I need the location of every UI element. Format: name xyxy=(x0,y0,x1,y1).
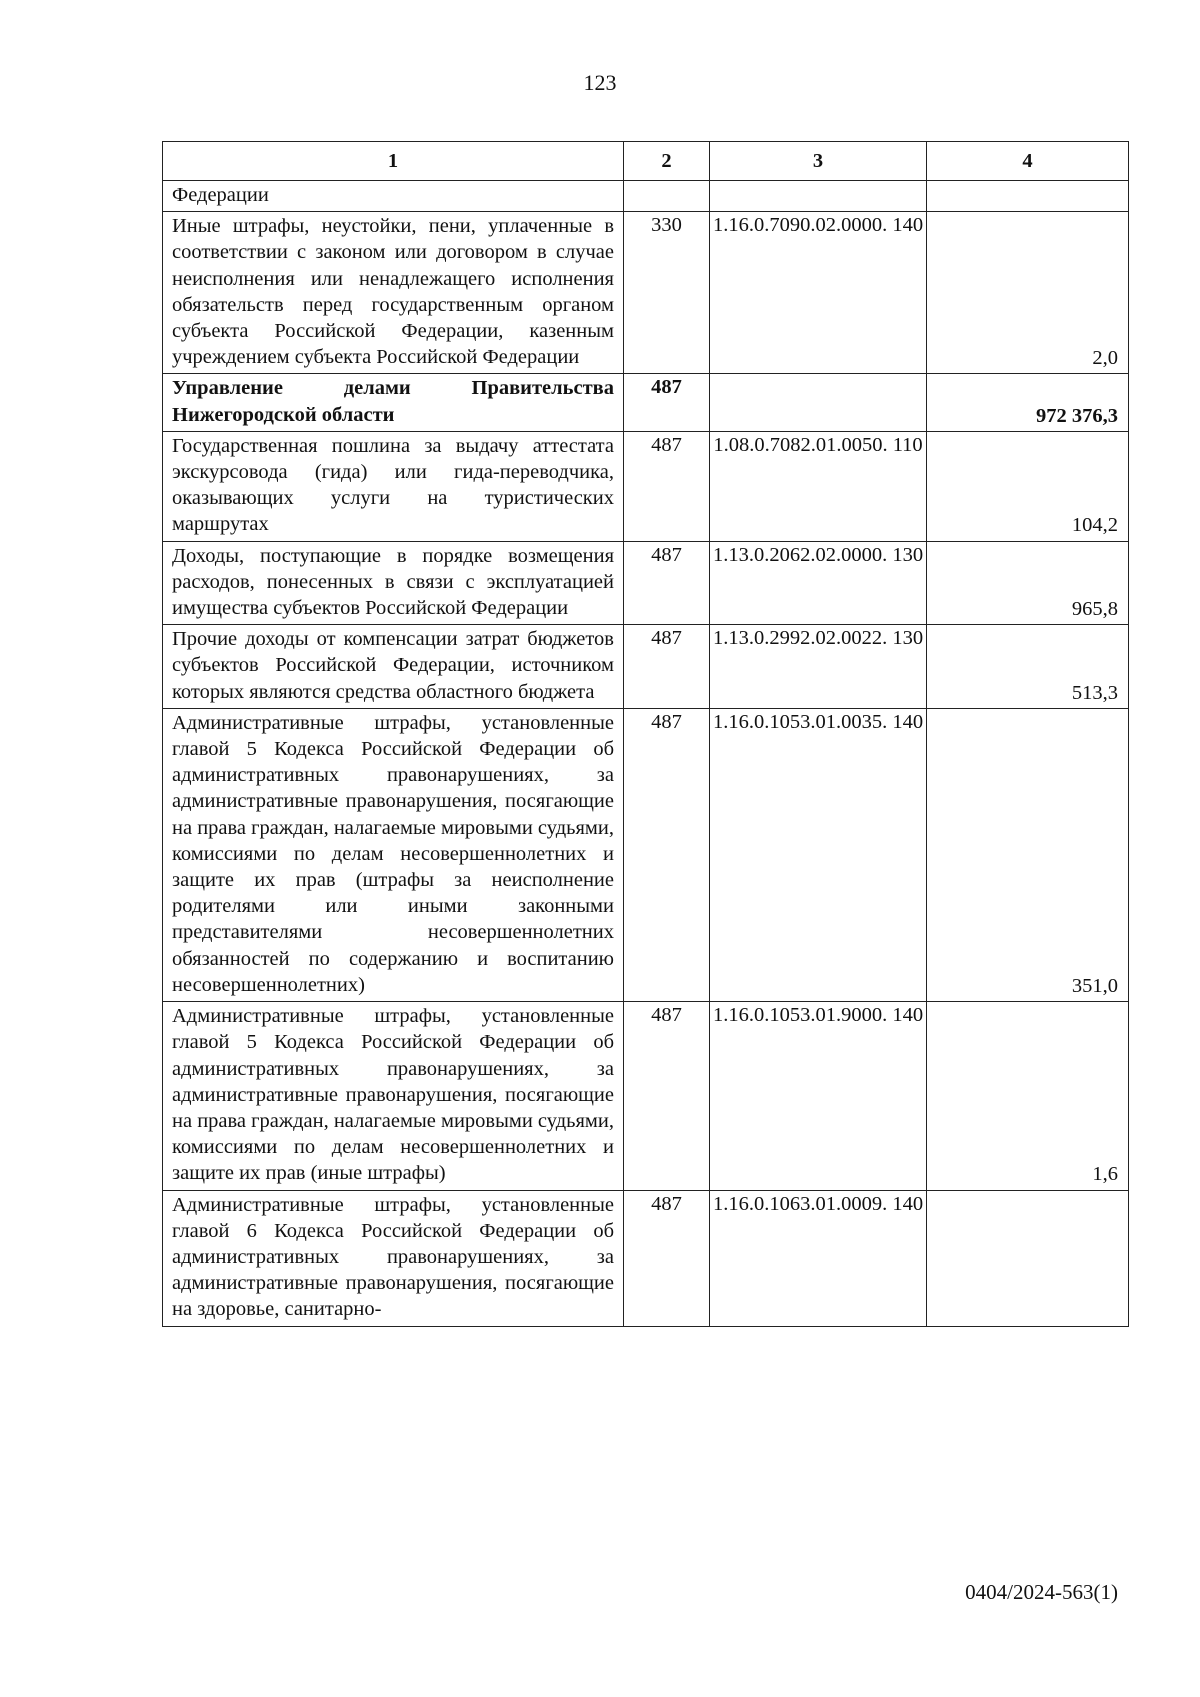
row-amount-cell xyxy=(927,374,1129,431)
row-description: Административные штрафы, установленные главой 5 Кодекса Российской Федерации об административных правонарушениях, за административные правонарушения, посягающие на права граждан, налагаемые мировыми судьями, комиссиями по делам несовершеннолетних и защите их прав (иные штрафы) xyxy=(172,1005,615,1185)
row-description: Прочие доходы от компенсации затрат бюджетов субъектов Российской Федерации, источником которых являются средства областного бюджета xyxy=(172,628,614,703)
row-description: Государственная пошлина за выдачу аттестата экскурсовода (гида) или гида-переводчика, оказывающих услуги на туристических маршрутах xyxy=(172,434,614,536)
row-amount-cell xyxy=(927,1190,1129,1326)
row-classification-code: 1.13.0.2062.02.0000. 130 xyxy=(710,541,927,625)
row-description: Административные штрафы, установленные главой 6 Кодекса Российской Федерации об административных правонарушениях, за административные правонарушения, посягающие на здоровье, санитарно- xyxy=(172,1193,614,1321)
row-admin-code: 487 xyxy=(624,708,710,1001)
row-amount-cell xyxy=(927,212,1129,374)
table-row xyxy=(163,1002,1129,1190)
row-classification-code: 1.16.0.1063.01.0009. 140 xyxy=(710,1190,927,1326)
document-id: 0404/2024-563(1) xyxy=(965,1580,1118,1604)
row-classification-code xyxy=(710,181,927,212)
row-admin-code xyxy=(624,181,710,212)
row-admin-code: 330 xyxy=(624,212,710,374)
row-amount-cell xyxy=(927,181,1129,212)
column-header-3: 3 xyxy=(710,142,927,181)
table-row xyxy=(163,374,1129,431)
row-admin-code: 487 xyxy=(624,374,710,431)
row-classification-code: 1.13.0.2992.02.0022. 130 xyxy=(710,625,927,709)
column-header-2: 2 xyxy=(624,142,710,181)
row-amount-cell xyxy=(927,708,1129,1001)
row-amount: 965,8 xyxy=(1071,598,1118,621)
row-classification-code xyxy=(710,374,927,431)
row-description-cell xyxy=(163,625,624,709)
row-amount-cell xyxy=(927,625,1129,709)
row-amount: 1,6 xyxy=(1092,1163,1118,1186)
column-header-4: 4 xyxy=(927,142,1129,181)
row-description: Доходы, поступающие в порядке возмещения расходов, понесенных в связи с эксплуатацией имущества субъектов Российской Федерации xyxy=(172,544,614,620)
row-description-cell xyxy=(163,1190,624,1326)
row-description: Управление делами Правительства Нижегородской области xyxy=(172,377,614,426)
row-amount: 2,0 xyxy=(1092,347,1118,370)
table-row xyxy=(163,1190,1129,1326)
row-classification-code: 1.16.0.7090.02.0000. 140 xyxy=(710,212,927,374)
row-description-cell xyxy=(163,212,624,374)
row-admin-code: 487 xyxy=(624,1002,710,1190)
row-description-cell xyxy=(163,1002,624,1190)
row-amount: 972 376,3 xyxy=(1036,404,1118,427)
table-row xyxy=(163,708,1129,1001)
row-classification-code: 1.08.0.7082.01.0050. 110 xyxy=(710,431,927,541)
table-header-row xyxy=(163,142,1129,181)
row-description-cell xyxy=(163,541,624,625)
row-description-cell xyxy=(163,374,624,431)
row-description-cell xyxy=(163,181,624,212)
table-row xyxy=(163,212,1129,374)
row-description-cell xyxy=(163,708,624,1001)
table-row xyxy=(163,541,1129,625)
row-admin-code: 487 xyxy=(624,541,710,625)
row-classification-code: 1.16.0.1053.01.0035. 140 xyxy=(710,708,927,1001)
row-amount: 104,2 xyxy=(1071,514,1118,537)
table-body xyxy=(163,181,1129,1327)
table-row xyxy=(163,625,1129,709)
row-description: Федерации xyxy=(172,184,269,206)
row-amount-cell xyxy=(927,431,1129,541)
row-admin-code: 487 xyxy=(624,1190,710,1326)
row-amount: 351,0 xyxy=(1071,974,1118,997)
row-admin-code: 487 xyxy=(624,625,710,709)
table-row xyxy=(163,181,1129,212)
row-amount-cell xyxy=(927,541,1129,625)
row-amount: 513,3 xyxy=(1071,681,1118,704)
column-header-1: 1 xyxy=(163,142,624,181)
page-number: 123 xyxy=(583,70,617,95)
row-description-cell xyxy=(163,431,624,541)
row-admin-code: 487 xyxy=(624,431,710,541)
revenue-table xyxy=(162,141,1129,1327)
row-description: Административные штрафы, установленные главой 5 Кодекса Российской Федерации об административных правонарушениях, за административные правонарушения, посягающие на права граждан, налагаемые мировыми судьями, комиссиями по делам несовершеннолетних и защите их прав (штрафы за неисполнение родителями или иными законными представителями несовершеннолетних обязанностей по содержанию и воспитанию несовершеннолетних) xyxy=(172,711,615,996)
table-row xyxy=(163,431,1129,541)
row-classification-code: 1.16.0.1053.01.9000. 140 xyxy=(710,1002,927,1190)
row-amount-cell xyxy=(927,1002,1129,1190)
row-description: Иные штрафы, неустойки, пени, уплаченные в соответствии с законом или договором в случае неисполнения или ненадлежащего исполнения обязательств перед государственным органом субъекта Российской Федерации, казенным учреждением субъекта Российской Федерации xyxy=(172,215,614,369)
